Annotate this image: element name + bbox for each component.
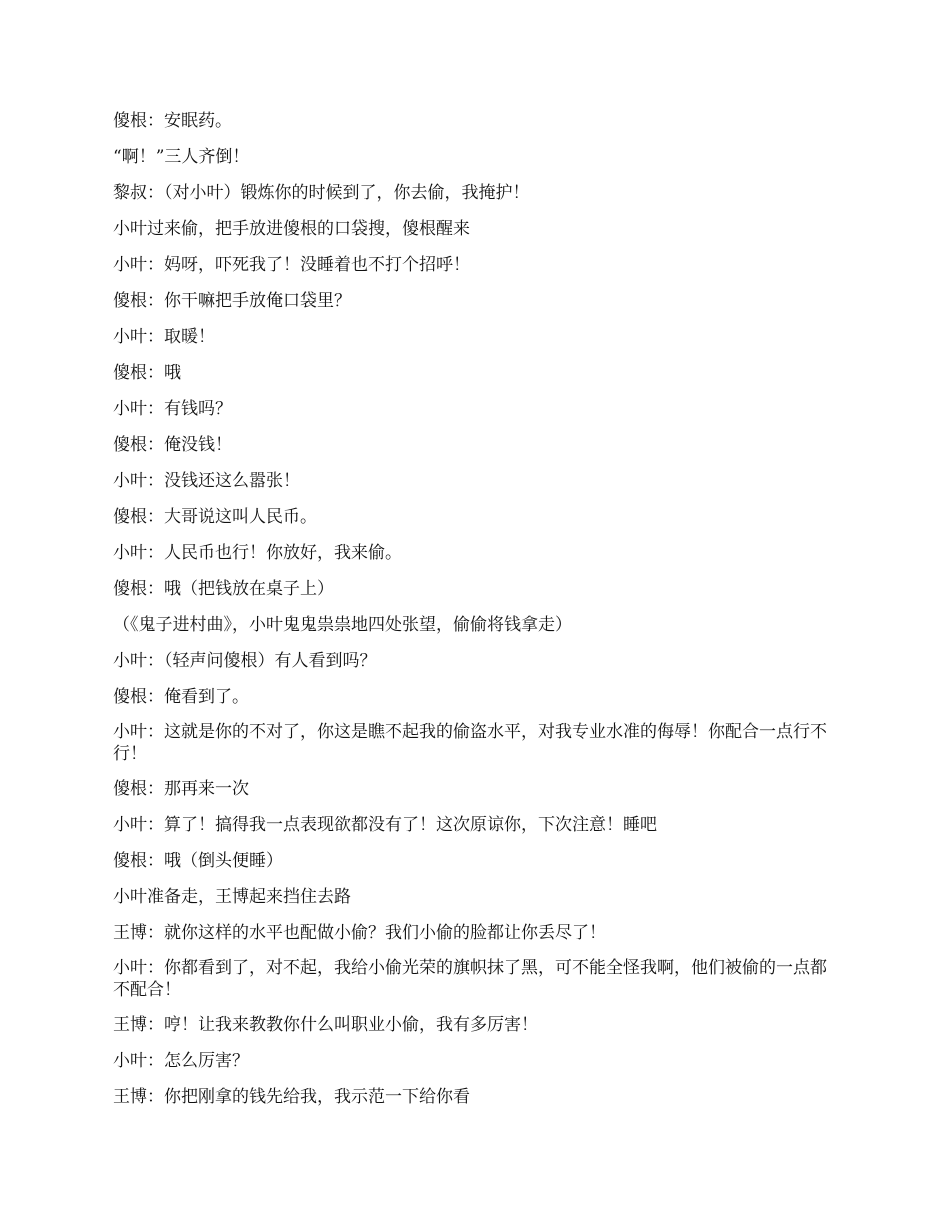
stage-direction: 小叶准备走，王博起来挡住去路 bbox=[113, 887, 351, 907]
script-line: 傻根：哦（倒头便睡） bbox=[113, 851, 283, 871]
script-line: 小叶：这就是你的不对了，你这是瞧不起我的偷盗水平，对我专业水准的侮辱！你配合一点行不行！ bbox=[113, 722, 827, 764]
script-line: 小叶：你都看到了，对不起，我给小偷光荣的旗帜抹了黑，可不能全怪我啊，他们被偷的一点都不配合！ bbox=[113, 958, 827, 1000]
script-line: 傻根：俺看到了。 bbox=[113, 687, 249, 707]
script-line: 小叶：取暖！ bbox=[113, 327, 215, 347]
script-line: 小叶：怎么厉害？ bbox=[113, 1051, 249, 1071]
script-line: 傻根：俺没钱！ bbox=[113, 435, 232, 455]
script-line: “啊！”三人齐倒！ bbox=[113, 147, 250, 167]
script-line: 小叶：没钱还这么嚣张！ bbox=[113, 471, 300, 491]
script-body bbox=[113, 109, 843, 1121]
script-line: 王博：就你这样的水平也配做小偷？我们小偷的脸都让你丢尽了！ bbox=[113, 923, 606, 943]
script-line: 傻根：安眠药。 bbox=[113, 111, 232, 131]
script-line: 王博：你把刚拿的钱先给我，我示范一下给你看 bbox=[113, 1087, 470, 1107]
script-line: 傻根：你干嘛把手放俺口袋里？ bbox=[113, 291, 351, 311]
script-line: 小叶过来偷，把手放进傻根的口袋搜，傻根醒来 bbox=[113, 219, 470, 239]
script-line: 傻根：大哥说这叫人民币。 bbox=[113, 507, 317, 527]
stage-direction: （《鬼子进村曲》，小叶鬼鬼祟祟地四处张望，偷偷将钱拿走） bbox=[113, 615, 572, 635]
script-line: 傻根：那再来一次 bbox=[113, 779, 249, 799]
script-line: 黎叔：（对小叶）锻炼你的时候到了，你去偷，我掩护！ bbox=[113, 183, 530, 203]
script-line: 小叶：算了！搞得我一点表现欲都没有了！这次原谅你，下次注意！睡吧 bbox=[113, 815, 657, 835]
script-line: 小叶：（轻声问傻根）有人看到吗？ bbox=[113, 651, 377, 671]
script-line: 王博：哼！让我来教教你什么叫职业小偷，我有多厉害！ bbox=[113, 1015, 538, 1035]
script-line: 傻根：哦（把钱放在桌子上） bbox=[113, 579, 334, 599]
script-line: 傻根：哦 bbox=[113, 363, 181, 383]
script-line: 小叶：妈呀，吓死我了！没睡着也不打个招呼！ bbox=[113, 255, 470, 275]
script-line: 小叶：有钱吗？ bbox=[113, 399, 232, 419]
script-line: 小叶：人民币也行！你放好，我来偷。 bbox=[113, 543, 402, 563]
